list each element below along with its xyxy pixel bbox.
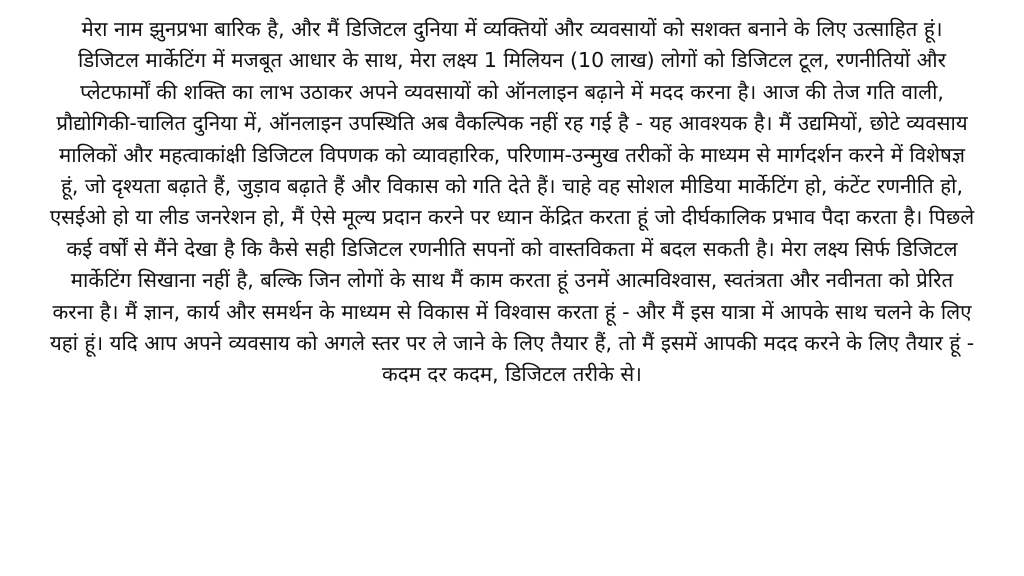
bio-paragraph: मेरा नाम झुनप्रभा बारिक है, और मैं डिजिटल दुनिया में व्यक्तियों और व्यवसायों को सशक्त बनाने के लिए उत्साहित हूं। डिजिटल मार्केटिंग में मजबूत आधार के साथ, मेरा लक्ष्य 1 मिलियन (10 लाख) लोगों को डिजिटल टूल, रणनीतियों और प्लेटफार्मों की शक्ति का लाभ उठाकर अपने व्यवसायों को ऑनलाइन बढ़ाने में मदद करना है। आज की तेज गति वाली, प्रौद्योगिकी-चालित दुनिया में, ऑनलाइन उपस्थिति अब वैकल्पिक नहीं रह गई है - यह आवश्यक है। मैं उद्यमियों, छोटे व्यवसाय मालिकों और महत्वाकांक्षी डिजिटल विपणक को व्यावहारिक, परिणाम-उन्मुख तरीकों के माध्यम से मार्गदर्शन करने में विशेषज्ञ हूं, जो दृश्यता बढ़ाते हैं, जुड़ाव बढ़ाते हैं और विकास को गति देते हैं। चाहे वह सोशल मीडिया मार्केटिंग हो, कंटेंट रणनीति हो, एसईओ हो या लीड जनरेशन हो, मैं ऐसे मूल्य प्रदान करने पर ध्यान केंद्रित करता हूं जो दीर्घकालिक प्रभाव पैदा करता है। पिछले कई वर्षों से मैंने देखा है कि कैसे सही डिजिटल रणनीति सपनों को वास्तविकता में बदल सकती है। मेरा लक्ष्य सिर्फ डिजिटल मार्केटिंग सिखाना नहीं है, बल्कि जिन लोगों के साथ मैं काम करता हूं उनमें आत्मविश्वास, स्वतंत्रता और नवीनता को प्रेरित करना है। मैं ज्ञान, कार्य और समर्थन के माध्यम से विकास में विश्वास करता हूं - और मैं इस यात्रा में आपके साथ चलने के लिए यहां हूं। यदि आप अपने व्यवसाय को अगले स्तर पर ले जाने के लिए तैयार हैं, तो मैं इसमें आपकी मदद करने के लिए तैयार हूं - कदम दर कदम, डिजिटल तरीके से।: [49, 17, 975, 387]
